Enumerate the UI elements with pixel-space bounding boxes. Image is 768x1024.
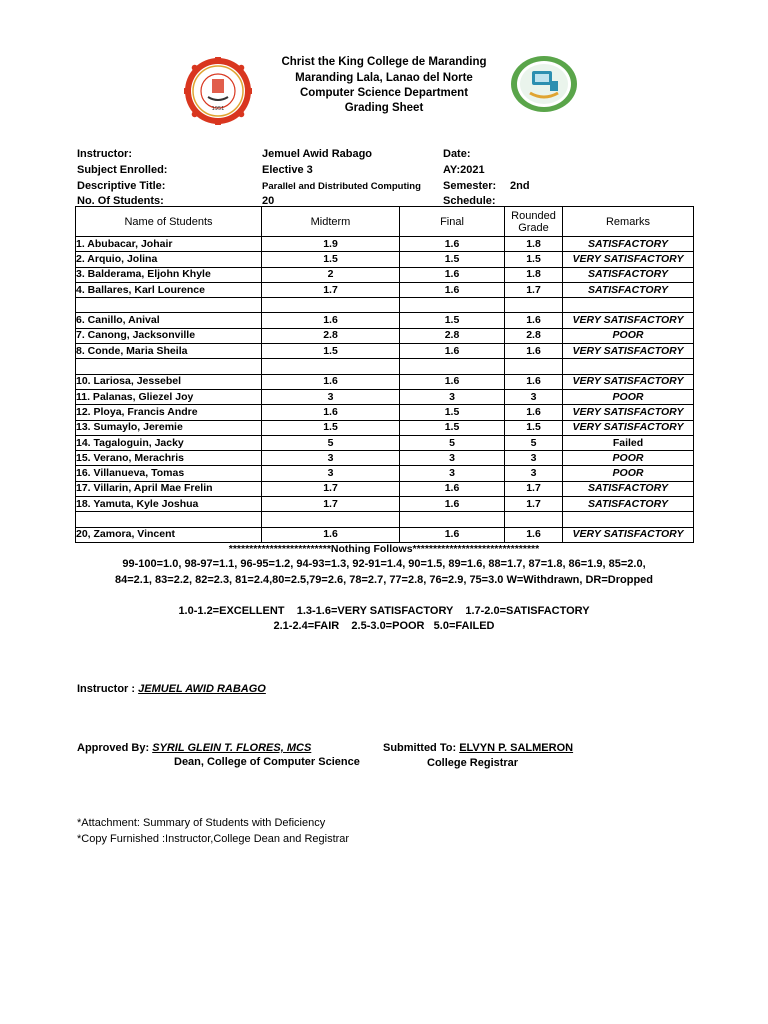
conversion-line-2: 84=2.1, 83=2.2, 82=2.3, 81=2.4,80=2.5,79=2.6, 78=2.7, 77=2.8, 76=2.9, 75=3.0 W=Withdrawn, DR=Dropped (114, 574, 654, 586)
scale-line-2: 2.1-2.4=FAIR 2.5-3.0=POOR 5.0=FAILED (273, 620, 495, 632)
grades-table (75, 206, 694, 543)
rounded-grade-cell: 2.8 (505, 328, 563, 343)
approved-by-name: SYRIL GLEIN T. FLORES, MCS (152, 742, 312, 754)
remarks-cell: VERY SATISFACTORY (563, 374, 694, 389)
page-title: Grading Sheet (344, 102, 424, 114)
final-cell: 3 (400, 451, 505, 466)
student-name-cell: 7. Canong, Jacksonville (76, 328, 262, 343)
scale-line-1: 1.0-1.2=EXCELLENT 1.3-1.6=VERY SATISFACTORY 1.7-2.0=SATISFACTORY (178, 605, 590, 617)
approved-by (77, 742, 311, 754)
midterm-cell: 2 (262, 267, 400, 282)
table-row (76, 298, 694, 313)
student-name-cell: 4. Ballares, Karl Lourence (76, 282, 262, 297)
rounded-grade-cell: 1.6 (505, 405, 563, 420)
remarks-cell: VERY SATISFACTORY (563, 405, 694, 420)
final-cell: 3 (400, 466, 505, 481)
nothing-follows-line: *************************Nothing Follows******************************* (228, 543, 540, 555)
table-row (76, 435, 694, 450)
students-count-value: 20 (262, 195, 275, 207)
rounded-grade-cell: 1.5 (505, 252, 563, 267)
remarks-cell: VERY SATISFACTORY (563, 313, 694, 328)
final-cell: 1.5 (400, 405, 505, 420)
student-name-cell: 1. Abubacar, Johair (76, 237, 262, 252)
final-cell: 1.5 (400, 313, 505, 328)
subject-value: Elective 3 (262, 164, 313, 176)
final-cell: 1.5 (400, 420, 505, 435)
final-cell (400, 359, 505, 374)
column-header: Name of Students (76, 207, 262, 237)
conversion-line-1: 99-100=1.0, 98-97=1.1, 96-95=1.2, 94-93=1.3, 92-91=1.4, 90=1.5, 89=1.6, 88=1.7, 87=1.8, 86=1.9, 85=2.0, (122, 558, 646, 570)
rounded-grade-cell: 3 (505, 451, 563, 466)
column-header: Remarks (563, 207, 694, 237)
final-cell: 1.6 (400, 497, 505, 512)
copy-furnished-note: *Copy Furnished :Instructor,College Dean and Registrar (77, 833, 350, 845)
midterm-cell: 1.5 (262, 344, 400, 359)
submitted-to-name: ELVYN P. SALMERON (459, 742, 574, 754)
midterm-cell: 1.6 (262, 405, 400, 420)
table-row (76, 237, 694, 252)
college-name: Christ the King College de Maranding (281, 56, 487, 68)
final-cell: 5 (400, 435, 505, 450)
table-row (76, 282, 694, 297)
rounded-grade-cell: 1.8 (505, 267, 563, 282)
student-name-cell: 14. Tagaloguin, Jacky (76, 435, 262, 450)
student-name-cell: 18. Yamuta, Kyle Joshua (76, 497, 262, 512)
final-cell: 1.6 (400, 527, 505, 542)
remarks-cell: POOR (563, 389, 694, 404)
department-name: Computer Science Department (299, 87, 469, 99)
instructor-value: Jemuel Awid Rabago (262, 148, 373, 160)
student-name-cell: 10. Lariosa, Jessebel (76, 374, 262, 389)
remarks-cell: POOR (563, 328, 694, 343)
table-row (76, 313, 694, 328)
midterm-cell: 3 (262, 389, 400, 404)
table-row (76, 405, 694, 420)
student-name-cell (76, 298, 262, 313)
rounded-grade-cell: 1.7 (505, 497, 563, 512)
midterm-cell: 1.6 (262, 527, 400, 542)
instructor-signature-name: JEMUEL AWID RABAGO (138, 683, 266, 695)
final-cell: 2.8 (400, 328, 505, 343)
rounded-grade-cell: 1.6 (505, 374, 563, 389)
final-cell: 1.6 (400, 344, 505, 359)
date-label: Date: (443, 148, 471, 160)
rounded-grade-cell: 1.6 (505, 344, 563, 359)
remarks-cell: POOR (563, 466, 694, 481)
midterm-cell (262, 359, 400, 374)
midterm-cell: 2.8 (262, 328, 400, 343)
student-name-cell: 16. Villanueva, Tomas (76, 466, 262, 481)
column-header: Final (400, 207, 505, 237)
table-row (76, 466, 694, 481)
remarks-cell: SATISFACTORY (563, 267, 694, 282)
midterm-cell: 5 (262, 435, 400, 450)
approved-by-label: Approved By: (77, 742, 153, 754)
remarks-cell: VERY SATISFACTORY (563, 252, 694, 267)
student-name-cell: 20, Zamora, Vincent (76, 527, 262, 542)
instructor-signature-label: Instructor : (77, 683, 139, 695)
midterm-cell: 1.9 (262, 237, 400, 252)
rounded-grade-cell: 1.6 (505, 313, 563, 328)
instructor-signature (77, 683, 266, 695)
remarks-cell (563, 298, 694, 313)
midterm-cell: 3 (262, 466, 400, 481)
table-row (76, 267, 694, 282)
table-row (76, 420, 694, 435)
student-name-cell: 17. Villarin, April Mae Frelin (76, 481, 262, 496)
remarks-cell (563, 359, 694, 374)
table-header-row (76, 207, 694, 237)
submitted-to (383, 742, 573, 754)
column-header: Rounded Grade (505, 207, 563, 237)
remarks-cell: SATISFACTORY (563, 497, 694, 512)
semester-value: 2nd (510, 180, 530, 192)
midterm-cell (262, 512, 400, 527)
rounded-grade-cell (505, 512, 563, 527)
semester-label: Semester: (443, 180, 497, 192)
midterm-cell: 1.5 (262, 420, 400, 435)
remarks-cell: SATISFACTORY (563, 237, 694, 252)
rounded-grade-cell: 1.5 (505, 420, 563, 435)
remarks-cell: VERY SATISFACTORY (563, 420, 694, 435)
student-name-cell: 2. Arquio, Jolina (76, 252, 262, 267)
rounded-grade-cell: 1.7 (505, 481, 563, 496)
final-cell: 1.6 (400, 282, 505, 297)
midterm-cell: 3 (262, 451, 400, 466)
rounded-grade-cell: 1.7 (505, 282, 563, 297)
midterm-cell (262, 298, 400, 313)
table-row (76, 451, 694, 466)
remarks-cell: Failed (563, 435, 694, 450)
subject-label: Subject Enrolled: (77, 164, 168, 176)
rounded-grade-cell: 3 (505, 389, 563, 404)
table-row (76, 252, 694, 267)
remarks-cell: SATISFACTORY (563, 481, 694, 496)
remarks-cell: POOR (563, 451, 694, 466)
student-name-cell: 6. Canillo, Anival (76, 313, 262, 328)
student-name-cell: 15. Verano, Merachris (76, 451, 262, 466)
remarks-cell: VERY SATISFACTORY (563, 344, 694, 359)
midterm-cell: 1.7 (262, 497, 400, 512)
table-row (76, 512, 694, 527)
remarks-cell: SATISFACTORY (563, 282, 694, 297)
final-cell: 3 (400, 389, 505, 404)
descriptive-title-value: Parallel and Distributed Computing (262, 181, 421, 192)
student-name-cell: 3. Balderama, Eljohn Khyle (76, 267, 262, 282)
final-cell: 1.6 (400, 481, 505, 496)
rounded-grade-cell: 5 (505, 435, 563, 450)
rounded-grade-cell (505, 359, 563, 374)
final-cell (400, 298, 505, 313)
table-row (76, 389, 694, 404)
rounded-grade-cell: 1.8 (505, 237, 563, 252)
seal-year: 1951 (211, 106, 225, 112)
final-cell (400, 512, 505, 527)
midterm-cell: 1.6 (262, 374, 400, 389)
column-header: Midterm (262, 207, 400, 237)
final-cell: 1.6 (400, 237, 505, 252)
student-name-cell: 13. Sumaylo, Jeremie (76, 420, 262, 435)
students-count-label: No. Of Students: (77, 195, 164, 207)
attachment-note: *Attachment: Summary of Students with Deficiency (77, 817, 326, 829)
student-name-cell: 8. Conde, Maria Sheila (76, 344, 262, 359)
final-cell: 1.6 (400, 267, 505, 282)
rounded-grade-cell: 3 (505, 466, 563, 481)
submitted-to-title: College Registrar (427, 757, 519, 769)
table-row (76, 359, 694, 374)
table-row (76, 328, 694, 343)
table-row (76, 497, 694, 512)
table-row (76, 344, 694, 359)
remarks-cell (563, 512, 694, 527)
schedule-label: Schedule: (443, 195, 496, 207)
midterm-cell: 1.7 (262, 282, 400, 297)
remarks-cell: VERY SATISFACTORY (563, 527, 694, 542)
rounded-grade-cell (505, 298, 563, 313)
rounded-grade-cell: 1.6 (505, 527, 563, 542)
table-row (76, 527, 694, 542)
student-name-cell (76, 359, 262, 374)
student-name-cell: 12. Ploya, Francis Andre (76, 405, 262, 420)
descriptive-title-label: Descriptive Title: (77, 180, 166, 192)
academic-year: AY:2021 (443, 164, 485, 176)
student-name-cell (76, 512, 262, 527)
approved-by-title: Dean, College of Computer Science (174, 756, 360, 768)
table-row (76, 481, 694, 496)
submitted-to-label: Submitted To: (383, 742, 460, 754)
final-cell: 1.5 (400, 252, 505, 267)
table-row (76, 374, 694, 389)
student-name-cell: 11. Palanas, Gliezel Joy (76, 389, 262, 404)
instructor-label: Instructor: (77, 148, 132, 160)
midterm-cell: 1.5 (262, 252, 400, 267)
midterm-cell: 1.6 (262, 313, 400, 328)
college-address: Maranding Lala, Lanao del Norte (295, 72, 473, 84)
final-cell: 1.6 (400, 374, 505, 389)
midterm-cell: 1.7 (262, 481, 400, 496)
